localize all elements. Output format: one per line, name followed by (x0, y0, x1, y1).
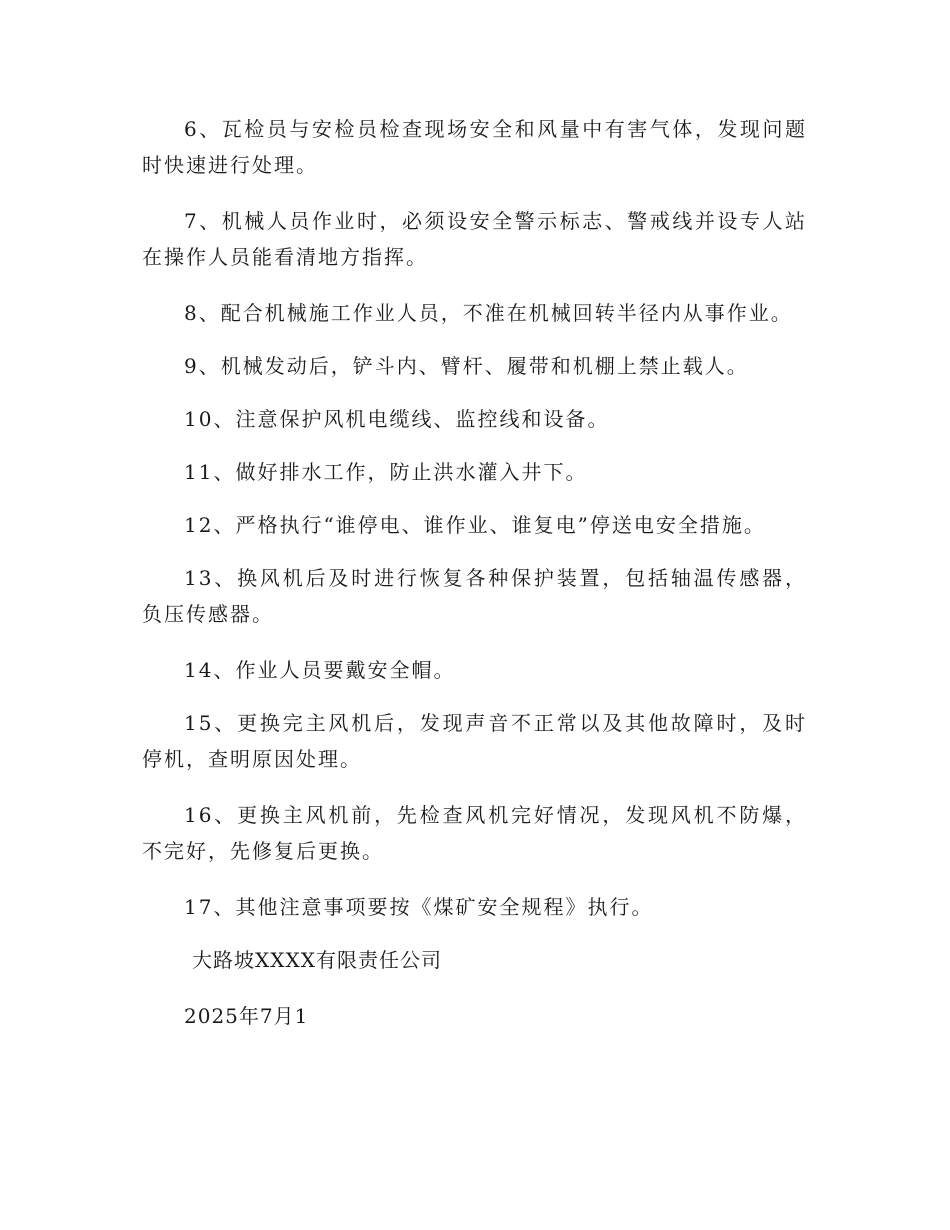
safety-item-6: 6、瓦检员与安检员检查现场安全和风量中有害气体，发现问题时快速进行处理。 (142, 117, 807, 177)
document-body (142, 111, 807, 1034)
safety-item-11: 11、做好排水工作，防止洪水灌入井下。 (184, 460, 588, 484)
safety-item-17: 17、其他注意事项要按《煤矿安全规程》执行。 (184, 895, 654, 919)
safety-item-7: 7、机械人员作业时，必须设安全警示标志、警戒线并设专人站在操作人员能看清地方指挥。 (142, 209, 807, 269)
safety-item-14: 14、作业人员要戴安全帽。 (184, 658, 456, 682)
document-date: 2025年7月1 (184, 1004, 309, 1028)
safety-item-10: 10、注意保护风机电缆线、监控线和设备。 (184, 407, 610, 431)
safety-item-13: 13、换风机后及时进行恢复各种保护装置，包括轴温传感器，负压传感器。 (142, 566, 807, 626)
safety-item-8: 8、配合机械施工作业人员，不准在机械回转半径内从事作业。 (184, 301, 793, 325)
safety-item-16: 16、更换主风机前，先检查风机完好情况，发现风机不防爆，不完好，先修复后更换。 (142, 803, 807, 863)
safety-item-9: 9、机械发动后，铲斗内、臂杆、履带和机棚上禁止载人。 (184, 354, 749, 378)
company-name: 大路坡XXXX有限责任公司 (192, 948, 442, 972)
safety-item-15: 15、更换完主风机后，发现声音不正常以及其他故障时，及时停机，查明原因处理。 (142, 711, 807, 771)
safety-item-12: 12、严格执行“谁停电、谁作业、谁复电”停送电安全措施。 (184, 513, 766, 537)
